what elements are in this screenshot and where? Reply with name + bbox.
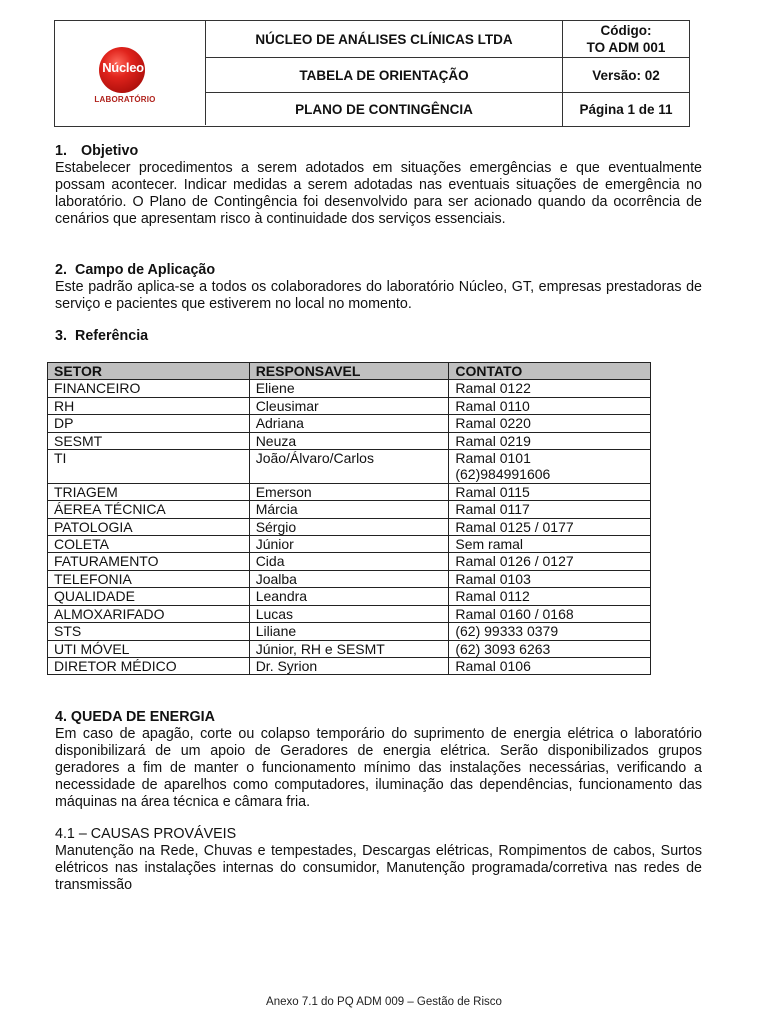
section-number: 1.: [55, 143, 67, 159]
cell-responsavel: Neuza: [249, 432, 449, 449]
section-campo-aplicacao: [55, 262, 702, 313]
document-title: PLANO DE CONTINGÊNCIA: [206, 93, 563, 126]
cell-contato: Ramal 0115: [449, 483, 651, 500]
cell-contato: Ramal 0112: [449, 588, 651, 605]
document-type: TABELA DE ORIENTAÇÃO: [206, 58, 563, 93]
logo-subtitle: LABORATÓRIO: [94, 95, 156, 104]
table-row: [48, 415, 651, 432]
cell-responsavel: Dr. Syrion: [249, 657, 449, 674]
cell-responsavel: Eliene: [249, 380, 449, 397]
contacts-table: [47, 362, 651, 675]
cell-responsavel: Sérgio: [249, 518, 449, 535]
document-version: Versão: 02: [563, 58, 689, 93]
cell-responsavel: Joalba: [249, 570, 449, 587]
table-header-row: [48, 363, 651, 380]
code-label: Código:: [600, 23, 652, 38]
column-header-setor: SETOR: [48, 363, 250, 380]
cell-setor: RH: [48, 397, 250, 414]
cell-setor: COLETA: [48, 536, 250, 553]
page-number: Página 1 de 11: [579, 102, 673, 117]
cell-responsavel: João/Álvaro/Carlos: [249, 450, 449, 484]
cell-contato: (62) 3093 6263: [449, 640, 651, 657]
section-heading: [55, 262, 702, 279]
section-title: Referência: [75, 328, 149, 344]
table-row: [48, 553, 651, 570]
cell-responsavel: Adriana: [249, 415, 449, 432]
cell-contato: Ramal 0117: [449, 501, 651, 518]
section-queda-energia: [55, 709, 702, 811]
section-body: Em caso de apagão, corte ou colapso temporário do suprimento de energia elétrica o laboratório disponibilizará de um apoio de Geradores de energia elétrica. Serão disponibilizados grupos geradores a fim de manter o funcionamento mínimo das instalações necessárias, verificando a necessidade de aparelhos como computadores, iluminação das dependências, funcionamento das máquinas na área técnica e câmara fria.: [55, 726, 702, 810]
section-referencia: [55, 328, 702, 345]
cell-setor: TI: [48, 450, 250, 484]
cell-contato: Ramal 0126 / 0127: [449, 553, 651, 570]
table-row: [48, 588, 651, 605]
cell-responsavel: Emerson: [249, 483, 449, 500]
code-value: TO ADM 001: [586, 40, 666, 55]
cell-contato: Ramal 0219: [449, 432, 651, 449]
section-number: 2.: [55, 262, 67, 278]
table-row: [48, 536, 651, 553]
cell-responsavel: Márcia: [249, 501, 449, 518]
section-heading: [55, 143, 702, 160]
table-row: [48, 450, 651, 484]
cell-responsavel: Cleusimar: [249, 397, 449, 414]
cell-setor: DP: [48, 415, 250, 432]
table-row: [48, 483, 651, 500]
contato-ramal: Ramal 0101: [455, 450, 531, 467]
cell-setor: SESMT: [48, 432, 250, 449]
cell-setor: TELEFONIA: [48, 570, 250, 587]
cell-contato: [449, 450, 651, 484]
section-title: Objetivo: [81, 143, 139, 159]
logo-cell: [55, 21, 206, 125]
document-header: [54, 20, 690, 127]
column-header-responsavel: RESPONSAVEL: [249, 363, 449, 380]
table-row: [48, 501, 651, 518]
cell-setor: QUALIDADE: [48, 588, 250, 605]
section-title: Campo de Aplicação: [75, 262, 216, 278]
document-code: [563, 21, 689, 58]
table-row: [48, 380, 651, 397]
cell-setor: STS: [48, 623, 250, 640]
table-row: [48, 623, 651, 640]
cell-setor: PATOLOGIA: [48, 518, 250, 535]
page-footer: Anexo 7.1 do PQ ADM 009 – Gestão de Risco: [266, 996, 502, 1008]
cell-contato: Ramal 0160 / 0168: [449, 605, 651, 622]
section-body: Manutenção na Rede, Chuvas e tempestades, Descargas elétricas, Rompimentos de cabos, Surtos elétricos nas instalações internas do consumidor, Manutenção programada/corretiva nas redes de transmissão: [55, 843, 702, 893]
cell-responsavel: Liliane: [249, 623, 449, 640]
column-header-contato: CONTATO: [449, 363, 651, 380]
section-heading: 4. QUEDA DE ENERGIA: [55, 709, 215, 725]
cell-setor: UTI MÓVEL: [48, 640, 250, 657]
table-row: [48, 657, 651, 674]
cell-responsavel: Júnior: [249, 536, 449, 553]
company-name: NÚCLEO DE ANÁLISES CLÍNICAS LTDA: [206, 21, 563, 58]
cell-contato: Ramal 0110: [449, 397, 651, 414]
cell-responsavel: Lucas: [249, 605, 449, 622]
section-causas-provaveis: [55, 826, 702, 894]
table-row: [48, 605, 651, 622]
cell-setor: FATURAMENTO: [48, 553, 250, 570]
table-row: [48, 518, 651, 535]
cell-responsavel: Júnior, RH e SESMT: [249, 640, 449, 657]
section-objetivo: [55, 143, 702, 228]
cell-contato: (62) 99333 0379: [449, 623, 651, 640]
section-number: 3.: [55, 328, 67, 344]
logo-wordmark: Núcleo: [102, 60, 144, 75]
cell-setor: FINANCEIRO: [48, 380, 250, 397]
subsection-heading: 4.1 – CAUSAS PROVÁVEIS: [55, 826, 237, 842]
section-body: Este padrão aplica-se a todos os colaboradores do laboratório Núcleo, GT, empresas prestadoras de serviço e pacientes que estiverem no local no momento.: [55, 279, 702, 312]
table-row: [48, 432, 651, 449]
cell-contato: Sem ramal: [449, 536, 651, 553]
cell-contato: Ramal 0220: [449, 415, 651, 432]
cell-contato: Ramal 0122: [449, 380, 651, 397]
cell-responsavel: Cida: [249, 553, 449, 570]
table-row: [48, 640, 651, 657]
cell-responsavel: Leandra: [249, 588, 449, 605]
section-body: Estabelecer procedimentos a serem adotados em situações emergências e que eventualmente possam acontecer. Indicar medidas a serem adotadas nas eventuais situações de emergência no laboratório. O Plano de Contingência foi desenvolvido para ser acionado quando da ocorrência de cenários que apresentam risco à continuidade dos serviços essenciais.: [55, 160, 702, 227]
cell-contato: Ramal 0103: [449, 570, 651, 587]
cell-setor: ALMOXARIFADO: [48, 605, 250, 622]
section-heading: [55, 328, 702, 345]
cell-contato: Ramal 0106: [449, 657, 651, 674]
cell-setor: DIRETOR MÉDICO: [48, 657, 250, 674]
cell-contato: Ramal 0125 / 0177: [449, 518, 651, 535]
cell-setor: TRIAGEM: [48, 483, 250, 500]
table-row: [48, 397, 651, 414]
table-row: [48, 570, 651, 587]
cell-setor: ÁEREA TÉCNICA: [48, 501, 250, 518]
contato-phone: (62)984991606: [455, 466, 551, 483]
